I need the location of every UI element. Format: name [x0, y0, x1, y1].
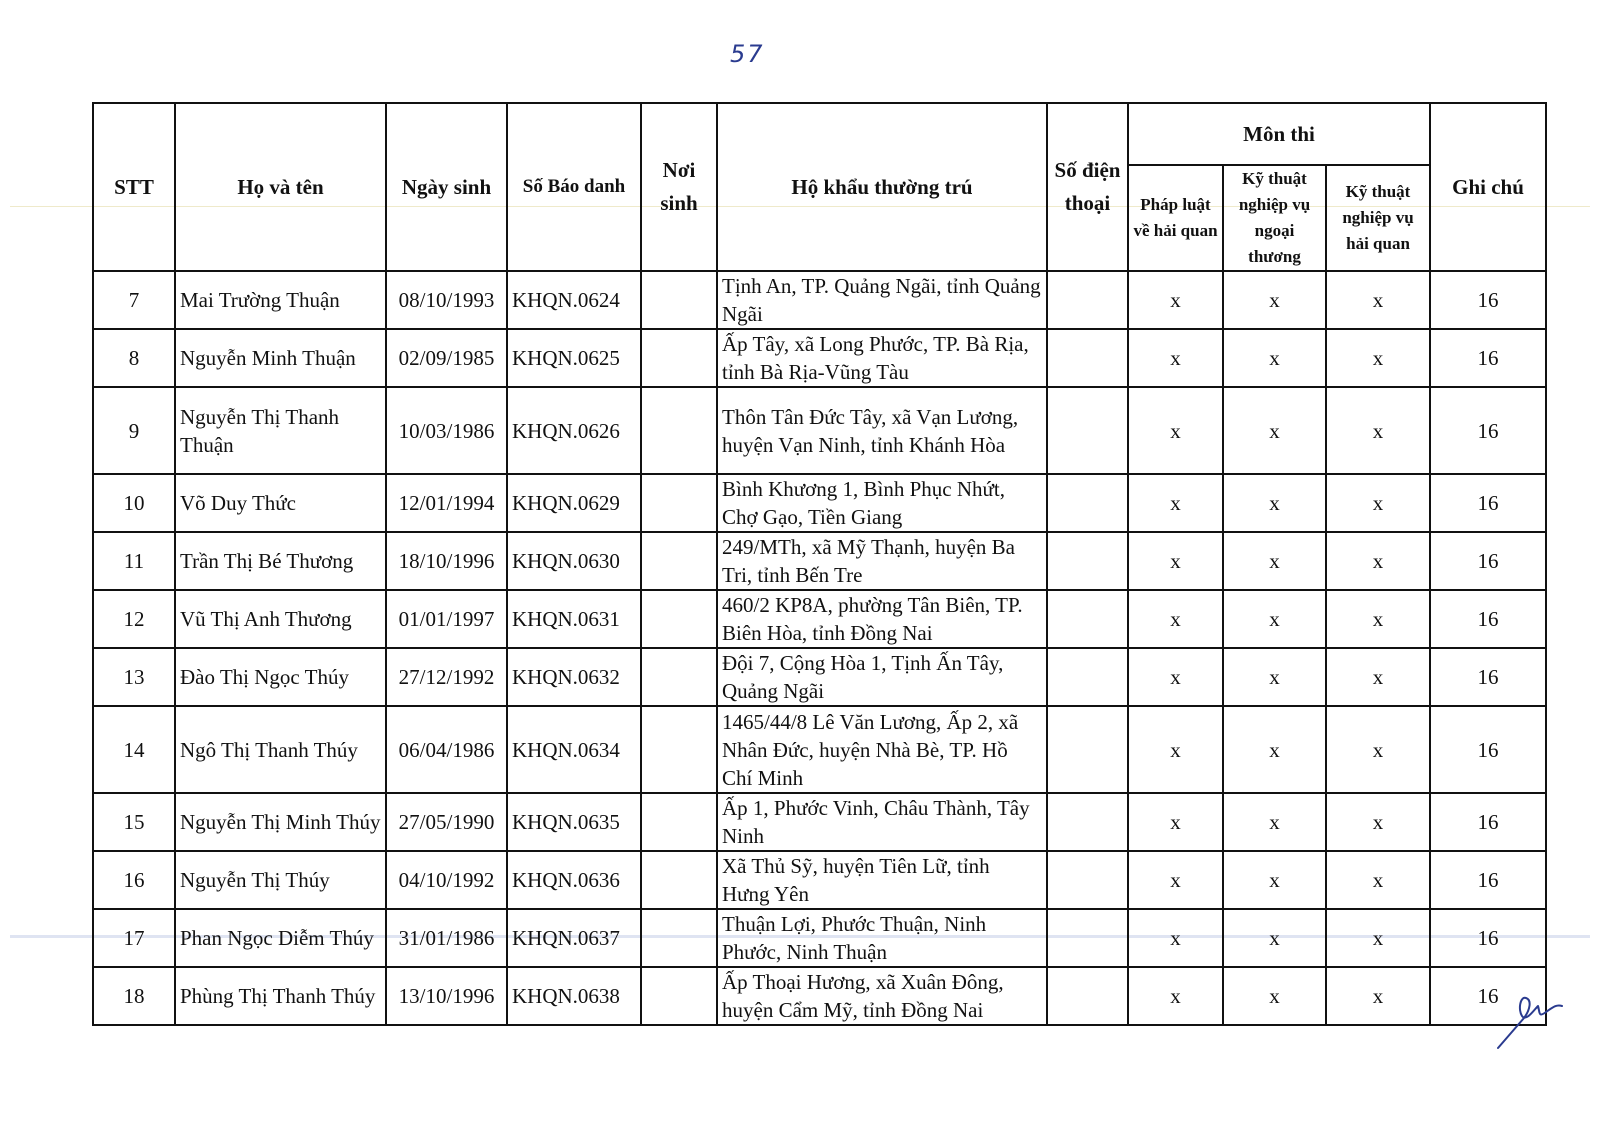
cell-address: Thuận Lợi, Phước Thuận, Ninh Phước, Ninh Thuận [717, 909, 1047, 967]
cell-subject-law: x [1128, 706, 1223, 793]
table-row [93, 706, 1546, 793]
cell-name: Đào Thị Ngọc Thúy [175, 648, 386, 706]
header-phone: Số điện thoại [1047, 103, 1128, 271]
table-row [93, 590, 1546, 648]
candidate-table [92, 102, 1547, 1026]
cell-note: 16 [1430, 590, 1546, 648]
cell-stt: 18 [93, 967, 175, 1025]
cell-dob: 02/09/1985 [386, 329, 507, 387]
cell-subject-trade: x [1223, 648, 1326, 706]
header-name: Họ và tên [175, 103, 386, 271]
cell-birthplace [641, 909, 717, 967]
cell-note: 16 [1430, 706, 1546, 793]
cell-subject-customs: x [1326, 967, 1430, 1025]
cell-phone [1047, 387, 1128, 474]
cell-address: Bình Khương 1, Bình Phục Nhứt, Chợ Gạo, Tiền Giang [717, 474, 1047, 532]
cell-dob: 04/10/1992 [386, 851, 507, 909]
cell-sbd: KHQN.0632 [507, 648, 641, 706]
cell-address: Ấp Tây, xã Long Phước, TP. Bà Rịa, tỉnh Bà Rịa-Vũng Tàu [717, 329, 1047, 387]
table-row [93, 532, 1546, 590]
header-birthplace: Nơi sinh [641, 103, 717, 271]
cell-name: Nguyễn Thị Minh Thúy [175, 793, 386, 851]
cell-subject-customs: x [1326, 271, 1430, 329]
cell-subject-law: x [1128, 387, 1223, 474]
cell-stt: 17 [93, 909, 175, 967]
header-sbd: Số Báo danh [507, 103, 641, 271]
header-subject-customs: Kỹ thuật nghiệp vụ hải quan [1326, 165, 1430, 271]
cell-stt: 13 [93, 648, 175, 706]
cell-address: Xã Thủ Sỹ, huyện Tiên Lữ, tỉnh Hưng Yên [717, 851, 1047, 909]
header-subject-trade: Kỹ thuật nghiệp vụ ngoại thương [1223, 165, 1326, 271]
cell-subject-trade: x [1223, 851, 1326, 909]
cell-phone [1047, 474, 1128, 532]
cell-name: Võ Duy Thức [175, 474, 386, 532]
cell-subject-trade: x [1223, 387, 1326, 474]
cell-subject-trade: x [1223, 532, 1326, 590]
cell-subject-customs: x [1326, 793, 1430, 851]
cell-birthplace [641, 706, 717, 793]
cell-dob: 27/12/1992 [386, 648, 507, 706]
cell-address: Tịnh An, TP. Quảng Ngãi, tỉnh Quảng Ngãi [717, 271, 1047, 329]
cell-address: 249/MTh, xã Mỹ Thạnh, huyện Ba Tri, tỉnh Bến Tre [717, 532, 1047, 590]
cell-note: 16 [1430, 387, 1546, 474]
cell-subject-law: x [1128, 474, 1223, 532]
cell-subject-customs: x [1326, 909, 1430, 967]
cell-subject-customs: x [1326, 851, 1430, 909]
cell-subject-trade: x [1223, 474, 1326, 532]
cell-subject-law: x [1128, 590, 1223, 648]
cell-subject-law: x [1128, 329, 1223, 387]
cell-phone [1047, 532, 1128, 590]
cell-dob: 31/01/1986 [386, 909, 507, 967]
cell-sbd: KHQN.0624 [507, 271, 641, 329]
cell-note: 16 [1430, 532, 1546, 590]
cell-stt: 12 [93, 590, 175, 648]
cell-address: Thôn Tân Đức Tây, xã Vạn Lương, huyện Vạn Ninh, tỉnh Khánh Hòa [717, 387, 1047, 474]
table-row [93, 387, 1546, 474]
cell-name: Vũ Thị Anh Thương [175, 590, 386, 648]
cell-birthplace [641, 851, 717, 909]
cell-address: Ấp Thoại Hương, xã Xuân Đông, huyện Cẩm Mỹ, tỉnh Đồng Nai [717, 967, 1047, 1025]
cell-name: Nguyễn Thị Thúy [175, 851, 386, 909]
cell-name: Phùng Thị Thanh Thúy [175, 967, 386, 1025]
cell-birthplace [641, 648, 717, 706]
header-subject-law: Pháp luật về hải quan [1128, 165, 1223, 271]
cell-subject-law: x [1128, 271, 1223, 329]
cell-phone [1047, 706, 1128, 793]
cell-dob: 06/04/1986 [386, 706, 507, 793]
cell-name: Mai Trường Thuận [175, 271, 386, 329]
cell-stt: 9 [93, 387, 175, 474]
cell-note: 16 [1430, 648, 1546, 706]
cell-subject-customs: x [1326, 532, 1430, 590]
header-stt: STT [93, 103, 175, 271]
cell-subject-customs: x [1326, 706, 1430, 793]
cell-note: 16 [1430, 474, 1546, 532]
cell-name: Nguyễn Minh Thuận [175, 329, 386, 387]
cell-birthplace [641, 387, 717, 474]
cell-subject-customs: x [1326, 474, 1430, 532]
cell-subject-trade: x [1223, 271, 1326, 329]
cell-phone [1047, 329, 1128, 387]
table-row [93, 648, 1546, 706]
cell-stt: 11 [93, 532, 175, 590]
header-note: Ghi chú [1430, 103, 1546, 271]
cell-subject-law: x [1128, 851, 1223, 909]
cell-subject-trade: x [1223, 590, 1326, 648]
cell-subject-customs: x [1326, 387, 1430, 474]
cell-birthplace [641, 793, 717, 851]
cell-stt: 16 [93, 851, 175, 909]
header-subjects: Môn thi [1128, 103, 1430, 165]
cell-name: Ngô Thị Thanh Thúy [175, 706, 386, 793]
cell-subject-trade: x [1223, 329, 1326, 387]
cell-subject-law: x [1128, 532, 1223, 590]
cell-sbd: KHQN.0636 [507, 851, 641, 909]
cell-sbd: KHQN.0631 [507, 590, 641, 648]
cell-subject-trade: x [1223, 909, 1326, 967]
table-row [93, 474, 1546, 532]
header-row [93, 103, 1546, 165]
cell-stt: 14 [93, 706, 175, 793]
cell-stt: 7 [93, 271, 175, 329]
cell-birthplace [641, 271, 717, 329]
cell-birthplace [641, 590, 717, 648]
cell-stt: 8 [93, 329, 175, 387]
cell-address: 460/2 KP8A, phường Tân Biên, TP. Biên Hòa, tỉnh Đồng Nai [717, 590, 1047, 648]
header-dob: Ngày sinh [386, 103, 507, 271]
cell-dob: 12/01/1994 [386, 474, 507, 532]
cell-note: 16 [1430, 967, 1546, 1025]
cell-subject-trade: x [1223, 706, 1326, 793]
cell-dob: 08/10/1993 [386, 271, 507, 329]
cell-phone [1047, 851, 1128, 909]
cell-sbd: KHQN.0637 [507, 909, 641, 967]
cell-subject-trade: x [1223, 967, 1326, 1025]
table-row [93, 967, 1546, 1025]
cell-sbd: KHQN.0635 [507, 793, 641, 851]
cell-sbd: KHQN.0629 [507, 474, 641, 532]
cell-note: 16 [1430, 271, 1546, 329]
cell-address: Ấp 1, Phước Vinh, Châu Thành, Tây Ninh [717, 793, 1047, 851]
table-row [93, 909, 1546, 967]
table-row [93, 793, 1546, 851]
cell-subject-law: x [1128, 793, 1223, 851]
cell-subject-customs: x [1326, 329, 1430, 387]
cell-name: Nguyễn Thị Thanh Thuận [175, 387, 386, 474]
cell-sbd: KHQN.0626 [507, 387, 641, 474]
cell-dob: 18/10/1996 [386, 532, 507, 590]
cell-subject-trade: x [1223, 793, 1326, 851]
table-row [93, 851, 1546, 909]
cell-dob: 13/10/1996 [386, 967, 507, 1025]
cell-phone [1047, 271, 1128, 329]
cell-birthplace [641, 329, 717, 387]
handwritten-initial-icon [1496, 976, 1576, 1056]
cell-note: 16 [1430, 329, 1546, 387]
cell-phone [1047, 793, 1128, 851]
cell-subject-law: x [1128, 967, 1223, 1025]
cell-sbd: KHQN.0634 [507, 706, 641, 793]
cell-phone [1047, 648, 1128, 706]
cell-subject-law: x [1128, 909, 1223, 967]
cell-phone [1047, 967, 1128, 1025]
cell-sbd: KHQN.0625 [507, 329, 641, 387]
cell-note: 16 [1430, 909, 1546, 967]
table-row [93, 271, 1546, 329]
cell-phone [1047, 590, 1128, 648]
cell-stt: 15 [93, 793, 175, 851]
cell-phone [1047, 909, 1128, 967]
cell-dob: 01/01/1997 [386, 590, 507, 648]
cell-birthplace [641, 474, 717, 532]
cell-subject-law: x [1128, 648, 1223, 706]
cell-address: 1465/44/8 Lê Văn Lương, Ấp 2, xã Nhân Đức, huyện Nhà Bè, TP. Hồ Chí Minh [717, 706, 1047, 793]
cell-birthplace [641, 532, 717, 590]
cell-stt: 10 [93, 474, 175, 532]
cell-sbd: KHQN.0630 [507, 532, 641, 590]
cell-birthplace [641, 967, 717, 1025]
page-number: 57 [730, 40, 765, 68]
cell-subject-customs: x [1326, 590, 1430, 648]
cell-dob: 10/03/1986 [386, 387, 507, 474]
header-address: Hộ khẩu thường trú [717, 103, 1047, 271]
cell-name: Phan Ngọc Diễm Thúy [175, 909, 386, 967]
cell-subject-customs: x [1326, 648, 1430, 706]
cell-sbd: KHQN.0638 [507, 967, 641, 1025]
table-row [93, 329, 1546, 387]
cell-address: Đội 7, Cộng Hòa 1, Tịnh Ấn Tây, Quảng Ngãi [717, 648, 1047, 706]
cell-name: Trần Thị Bé Thương [175, 532, 386, 590]
cell-note: 16 [1430, 851, 1546, 909]
cell-note: 16 [1430, 793, 1546, 851]
cell-dob: 27/05/1990 [386, 793, 507, 851]
